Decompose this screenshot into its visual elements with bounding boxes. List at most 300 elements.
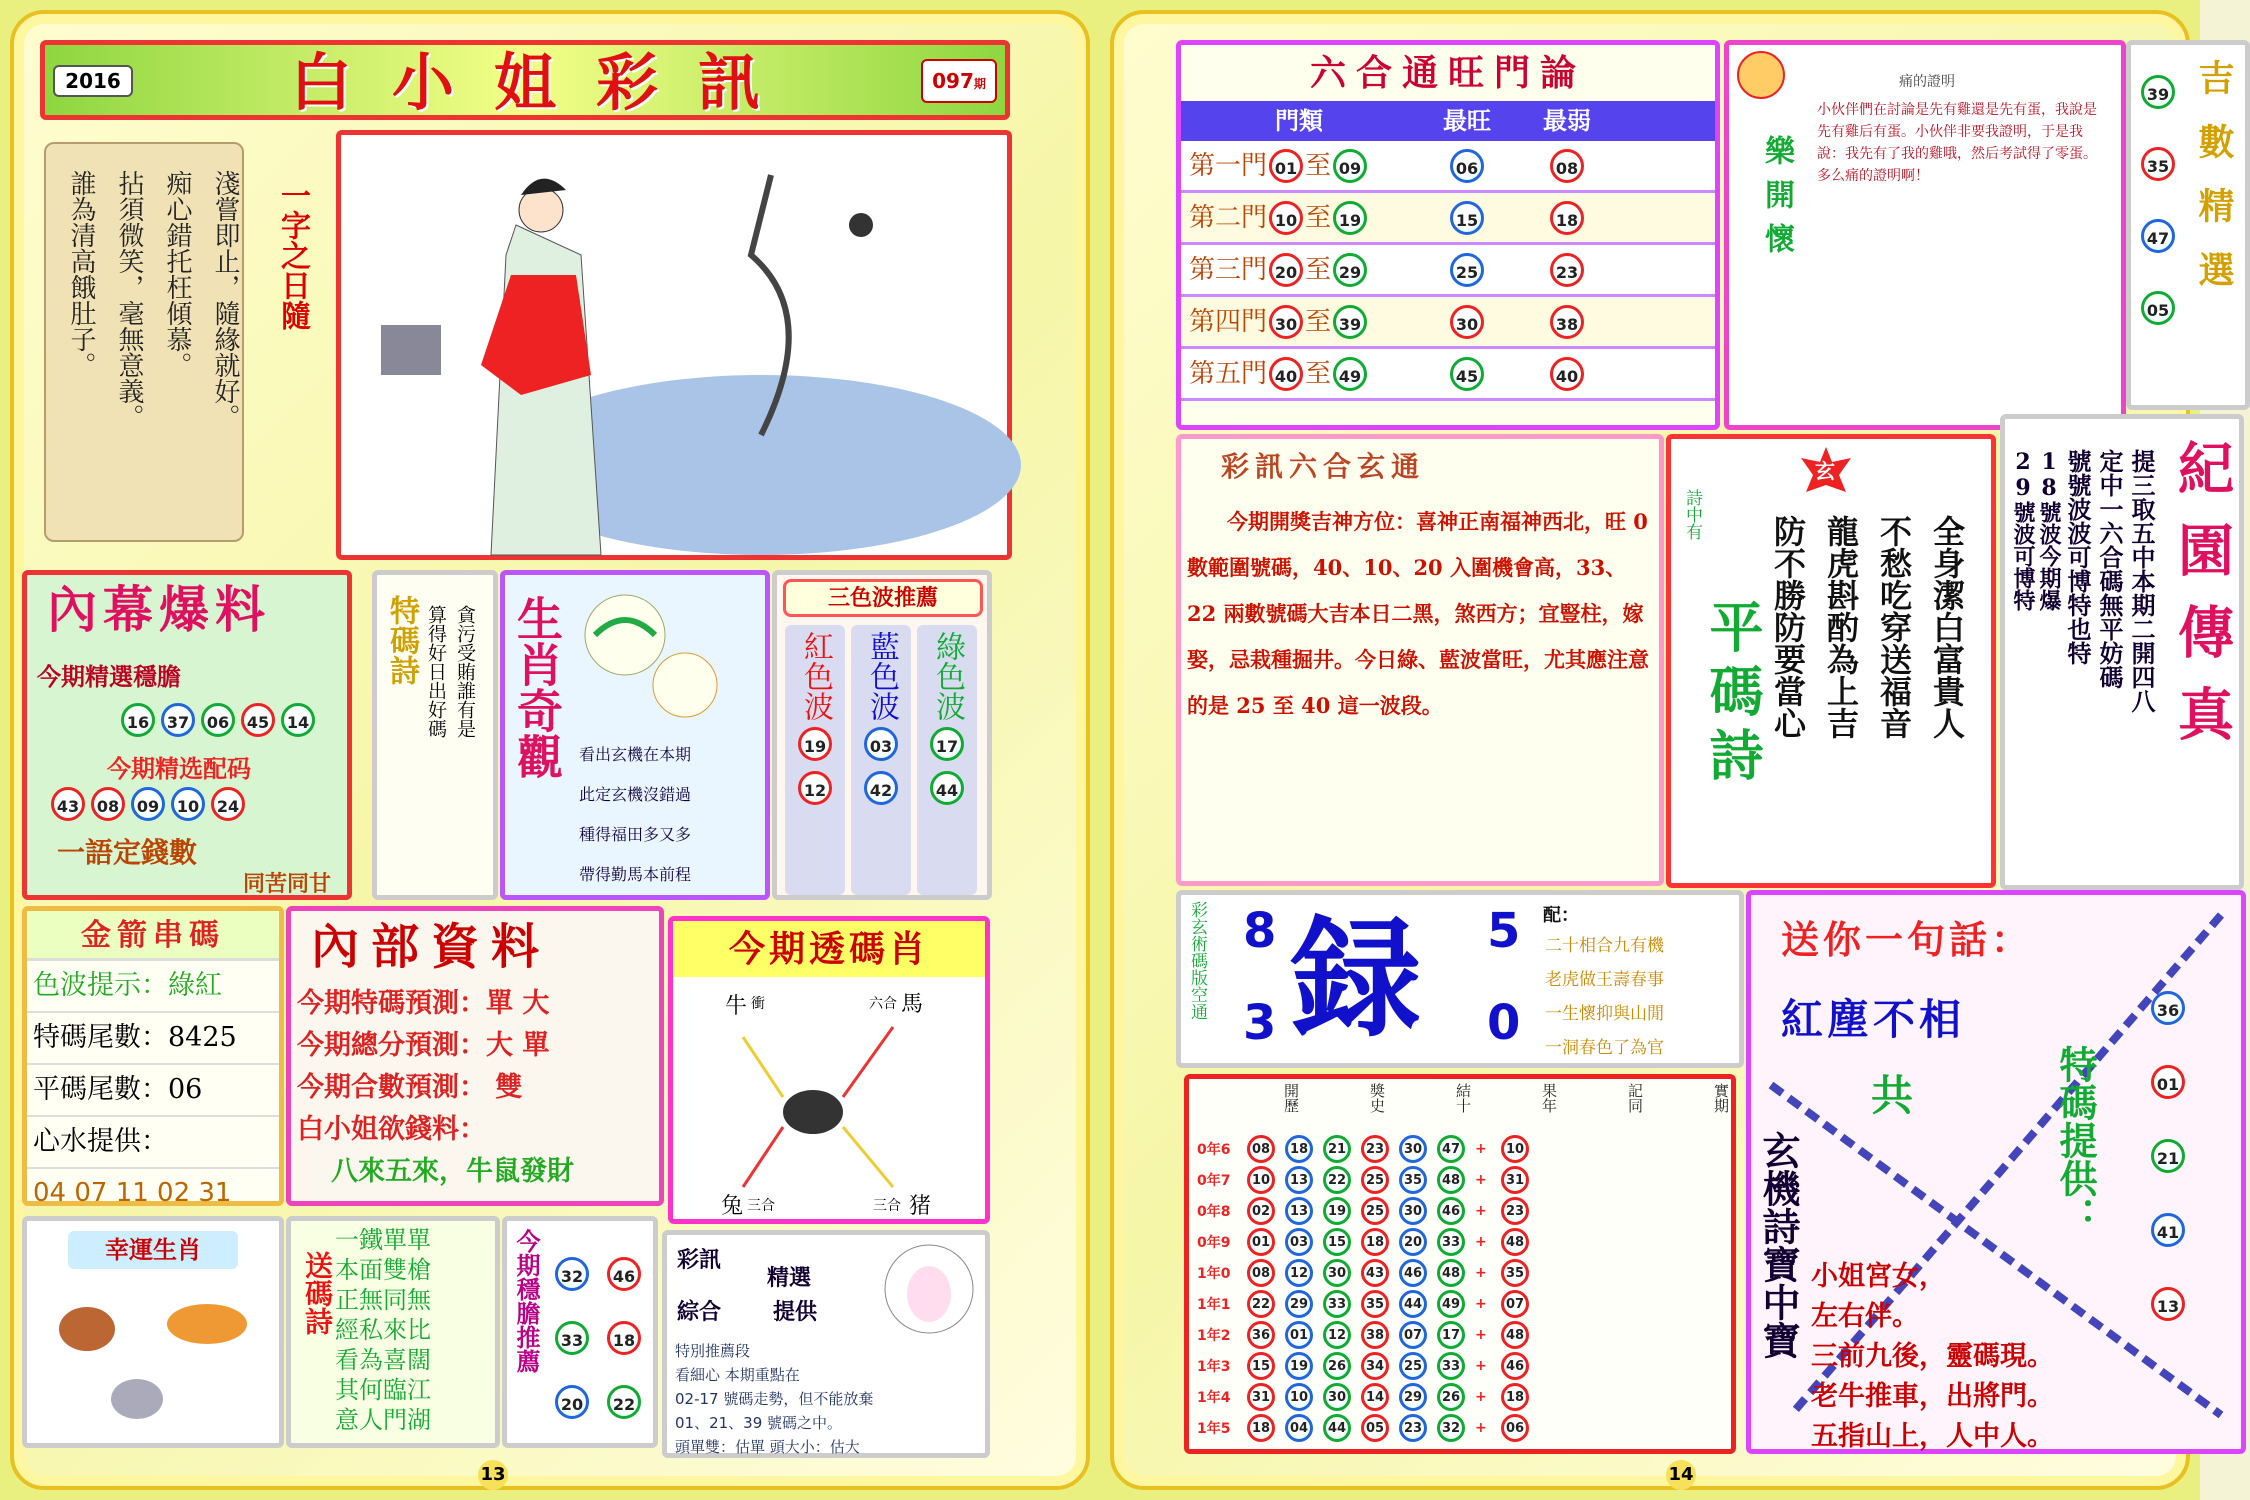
songni-balls	[2151, 991, 2185, 1321]
plus-icon: +	[1475, 1202, 1487, 1219]
poem-col: 拈須微笑，毫無意義。	[114, 170, 144, 430]
xuantong-title: 彩訊六合玄通	[1221, 450, 1426, 483]
sheep-face-icon	[879, 1239, 979, 1339]
songni-line1: 紅塵不相	[1781, 995, 1966, 1044]
pingma-side: 詩中有	[1682, 489, 1702, 540]
ball: 18	[1285, 1135, 1313, 1163]
lu-n2: 3	[1243, 995, 1277, 1051]
ball: 40	[1269, 357, 1303, 391]
ball: 01	[1247, 1228, 1275, 1256]
poem-tag: 一字之日隨	[275, 180, 310, 330]
ball: 26	[1323, 1352, 1351, 1380]
neibu-row: 八來五來，牛鼠發財	[331, 1156, 574, 1187]
songni-side: 特碼提供：	[2053, 1045, 2098, 1235]
lady-head	[519, 188, 563, 232]
pingma-panel	[1666, 434, 1996, 888]
ball: 01	[1285, 1321, 1313, 1349]
ball: 22	[1247, 1290, 1275, 1318]
history-key: 0年6	[1197, 1141, 1231, 1158]
history-row	[1197, 1319, 1529, 1350]
tmx-label-niu: 牛	[725, 994, 748, 1019]
ball: 25	[1361, 1166, 1389, 1194]
xuantong-panel	[1176, 434, 1664, 886]
ball: 13	[1285, 1166, 1313, 1194]
ball: 25	[1450, 253, 1484, 287]
pingma-col: 龍虎斟酌為上吉	[1822, 515, 1860, 739]
lu-lines	[1545, 929, 1664, 1065]
jinjian-nums: 04 07 11 02 31	[33, 1178, 232, 1208]
ball: 19	[1333, 201, 1367, 235]
sanse-col-name: 紅色波	[798, 631, 833, 721]
lady-dress	[491, 225, 601, 555]
ball: 32	[1437, 1414, 1465, 1442]
tmx-label-ma: 馬	[901, 992, 924, 1017]
year-badge: 2016	[53, 65, 133, 97]
liuhe-row	[1181, 141, 1715, 193]
ball: 23	[1361, 1135, 1389, 1163]
neibu-row: 今期總分預測：大 單	[297, 1030, 550, 1061]
toumaxiao-diagram	[673, 977, 985, 1217]
rabbit-icon	[111, 1379, 163, 1419]
liuhe-header	[1181, 101, 1715, 141]
history-row	[1197, 1257, 1529, 1288]
ball: 33	[555, 1321, 589, 1355]
ball: 30	[1450, 305, 1484, 339]
lu-n4: 0	[1487, 995, 1521, 1051]
ball: 04	[1285, 1414, 1313, 1442]
liuhe-row-name: 第三門	[1189, 254, 1268, 285]
shengxiao-label: 生肖奇觀	[510, 595, 564, 779]
ball: 49	[1437, 1290, 1465, 1318]
neimu-line3: 一語定錢數	[57, 836, 198, 869]
history-header-cell: 記同	[1626, 1083, 1644, 1113]
liuhe-header-cell: 最旺	[1443, 106, 1491, 135]
issue-number: 097	[932, 69, 974, 93]
ball: 05	[2141, 291, 2175, 325]
ball: 39	[2141, 75, 2175, 109]
tmx-label-liuhe: 六合	[869, 996, 897, 1012]
ball: 31	[1247, 1383, 1275, 1411]
jiyuan-title: 紀園傳真	[2169, 439, 2235, 767]
ball: 10	[1247, 1166, 1275, 1194]
shengxiao-line: 此定玄機沒錯過	[579, 785, 692, 804]
plus-icon: +	[1475, 1295, 1487, 1312]
caixun-line: 頭單雙：估單 頭大小：估大	[675, 1438, 860, 1456]
caixun-t4: 提供	[773, 1299, 818, 1325]
kaihuai-label: 樂開懷	[1759, 135, 1794, 267]
ball: 12	[1323, 1321, 1351, 1349]
jinjian-row: 平碼尾數：06	[27, 1065, 279, 1117]
ball: 01	[2151, 1065, 2185, 1099]
ball: 40	[1550, 357, 1584, 391]
ball: 45	[241, 703, 275, 737]
neibu-panel	[286, 906, 664, 1206]
ball: 31	[1501, 1166, 1529, 1194]
history-header-cell: 獎史	[1368, 1083, 1386, 1113]
ball: 15	[1247, 1352, 1275, 1380]
history-row	[1197, 1350, 1529, 1381]
ball: 33	[1437, 1352, 1465, 1380]
tmx-label-tu: 兔	[721, 1194, 744, 1219]
history-row	[1197, 1288, 1529, 1319]
kaihuai-panel	[1724, 40, 2126, 430]
tmx-label-sanhe1: 三合	[747, 1198, 775, 1214]
lu-big: 録	[1291, 902, 1422, 1055]
lu-panel	[1176, 890, 1744, 1068]
jinjian-title: 金箭串碼	[27, 911, 279, 961]
ball: 21	[2151, 1139, 2185, 1173]
ball: 08	[1550, 149, 1584, 183]
ball: 26	[1437, 1383, 1465, 1411]
lu-side: 彩玄術碼版空通	[1187, 901, 1207, 1020]
songni-poem-line: 三前九後，靈碼現。	[1811, 1341, 2054, 1372]
issue-tag: 期	[973, 77, 986, 91]
ball: 17	[1437, 1321, 1465, 1349]
neibu-row: 白小姐欲錢料：	[297, 1114, 486, 1145]
ball: 18	[1550, 201, 1584, 235]
lu-n1: 8	[1243, 903, 1277, 959]
ball: 07	[1501, 1290, 1529, 1318]
caixun-line: 特別推薦段	[675, 1342, 751, 1360]
ball: 46	[607, 1257, 641, 1291]
lucky-animals	[27, 1269, 279, 1439]
jiyuan-panel	[2000, 414, 2244, 890]
ball: 15	[1323, 1228, 1351, 1256]
wenda-balls	[555, 1257, 651, 1419]
history-header-cell: 實期	[1712, 1083, 1730, 1113]
pingma-col: 全身潔白富貴人	[1928, 515, 1966, 739]
neibu-row: 今期合數預測： 雙	[297, 1072, 523, 1103]
spider-icon	[849, 213, 873, 237]
ball: 06	[1450, 149, 1484, 183]
ball: 08	[1247, 1259, 1275, 1287]
songma-row: 意人門湖	[335, 1406, 431, 1434]
liuhe-title: 六合通旺門論	[1181, 45, 1715, 101]
ball: 45	[1450, 357, 1484, 391]
ball: 18	[1501, 1383, 1529, 1411]
songni-poem	[1811, 1257, 2054, 1457]
ball: 17	[930, 727, 964, 761]
ball: 12	[798, 771, 832, 805]
caixun-t1: 彩訊	[677, 1247, 722, 1273]
ball: 22	[607, 1385, 641, 1419]
neimu-line1: 今期精選穩膽	[37, 662, 181, 691]
rooster-icon	[59, 1307, 115, 1351]
pingma-poem	[1765, 515, 1969, 739]
shengxiao-line: 種得福田多又多	[579, 825, 692, 844]
ball: 29	[1333, 253, 1367, 287]
liuhe-rows	[1181, 141, 1715, 401]
ball: 02	[1247, 1197, 1275, 1225]
ball: 23	[1399, 1414, 1427, 1442]
ball: 20	[1399, 1228, 1427, 1256]
poem-col: 痴心錯托枉傾慕。	[162, 170, 192, 378]
neimu-balls2	[51, 787, 245, 821]
page-number: 14	[1666, 1460, 1696, 1490]
ball: 19	[1323, 1197, 1351, 1225]
right-page	[1100, 0, 2235, 1500]
lucky-title: 幸運生肖	[68, 1231, 238, 1269]
ball: 38	[1361, 1321, 1389, 1349]
lady-robe	[481, 275, 591, 395]
liuhe-header-cell: 門類	[1275, 106, 1323, 135]
caixun-panel	[662, 1230, 990, 1458]
ball: 43	[1361, 1259, 1389, 1287]
plus-icon: +	[1475, 1388, 1487, 1405]
ball: 18	[1361, 1228, 1389, 1256]
plus-icon: +	[1475, 1233, 1487, 1250]
kaihuai-clown-icon	[1737, 51, 1785, 99]
lu-line: 老虎做王壽春事	[1545, 970, 1664, 990]
ball: 36	[1247, 1321, 1275, 1349]
tema-poem-label: 特碼詩	[384, 595, 419, 685]
kaihuai-heading: 痛的證明	[1899, 74, 1955, 90]
ball: 39	[1333, 305, 1367, 339]
sanse-col-name: 綠色波	[930, 631, 965, 721]
ball: 48	[1501, 1228, 1529, 1256]
arrow-line	[843, 1027, 893, 1097]
songni-poem-line: 五指山上，人中人。	[1811, 1421, 2054, 1452]
pingma-col: 防不勝防要當心	[1769, 515, 1807, 739]
well-shape	[381, 325, 441, 375]
neimu-panel	[22, 570, 352, 900]
sanse-title: 三色波推薦	[783, 579, 983, 617]
pingma-tag: 玄	[1815, 459, 1835, 483]
poem-text	[64, 170, 242, 500]
ball: 46	[1501, 1352, 1529, 1380]
neimu-title: 內幕爆料	[47, 580, 271, 639]
songma-row: 正無同無	[335, 1286, 431, 1314]
ball: 10	[1285, 1383, 1313, 1411]
liuhe-row-name: 第四門	[1189, 306, 1268, 337]
neibu-title: 內部資料	[311, 919, 552, 975]
plus-icon: +	[1475, 1264, 1487, 1281]
pingma-col: 不愁吃穿送福音	[1875, 515, 1913, 739]
lady-illustration	[336, 130, 1012, 560]
ball: 46	[1399, 1259, 1427, 1287]
history-row	[1197, 1164, 1529, 1195]
jinjian-row: 特碼尾數：8425	[27, 1013, 279, 1065]
plus-icon: +	[1475, 1140, 1487, 1157]
shengxiao-line: 帶得勤馬本前程	[579, 865, 692, 884]
wenda-panel	[502, 1216, 658, 1448]
ball: 30	[1399, 1197, 1427, 1225]
ball: 48	[1437, 1166, 1465, 1194]
lucky-panel	[22, 1216, 284, 1448]
sanse-col-name: 藍色波	[864, 631, 899, 721]
liuhe-to-word: 至	[1305, 306, 1332, 337]
songni-poem-line: 老牛推車，出將門。	[1811, 1381, 2054, 1412]
toumaxiao-title: 今期透碼肖	[673, 921, 985, 977]
ball: 29	[1399, 1383, 1427, 1411]
history-row	[1197, 1381, 1529, 1412]
tema-poem-col: 貪污受賄誰有是	[454, 605, 476, 738]
liuhe-to-word: 至	[1305, 202, 1332, 233]
ball: 44	[930, 771, 964, 805]
ball: 44	[1399, 1290, 1427, 1318]
left-page	[0, 0, 1100, 1500]
ball: 09	[1333, 149, 1367, 183]
caixun-line: 01、21、39 號碼之中。	[675, 1414, 843, 1432]
title-banner	[40, 40, 1010, 120]
tmx-label-chong: 衝	[751, 996, 765, 1012]
ball: 10	[1501, 1135, 1529, 1163]
liuhe-row-name: 第二門	[1189, 202, 1268, 233]
jiyuan-c3: 號號波波可博特也特	[2063, 449, 2092, 665]
jinjian-panel	[22, 906, 284, 1206]
history-header-cell: 果年	[1540, 1083, 1558, 1113]
toumaxiao-panel	[668, 916, 990, 1224]
ball: 03	[864, 727, 898, 761]
sheep-icon	[783, 1090, 843, 1134]
ball: 19	[1285, 1352, 1313, 1380]
ball: 13	[2151, 1287, 2185, 1321]
lu-n3: 5	[1487, 903, 1521, 959]
history-key: 1年4	[1197, 1389, 1231, 1406]
ball: 05	[1361, 1414, 1389, 1442]
ball: 47	[1437, 1135, 1465, 1163]
neimu-line2: 今期精选配码	[107, 754, 251, 783]
ball: 30	[1269, 305, 1303, 339]
history-panel	[1184, 1074, 1736, 1454]
songma-row: 本面雙槍	[335, 1256, 431, 1284]
ball: 08	[91, 787, 125, 821]
illustration-svg	[341, 135, 1017, 565]
history-row	[1197, 1133, 1529, 1164]
songni-title: 送你一句話：	[1781, 917, 2034, 962]
history-header-cell: 開歷	[1282, 1083, 1300, 1113]
tema-poem-text	[423, 605, 477, 738]
history-key: 1年2	[1197, 1327, 1231, 1344]
history-key: 0年8	[1197, 1203, 1231, 1220]
history-row	[1197, 1226, 1529, 1257]
ball: 25	[1399, 1352, 1427, 1380]
songma-row: 一鐵單單	[335, 1226, 431, 1254]
tema-poem-col: 算得好日出好碼	[425, 605, 447, 738]
liuhe-panel	[1176, 40, 1720, 430]
history-key: 1年1	[1197, 1296, 1231, 1313]
ball: 24	[211, 787, 245, 821]
history-header-cell: 結十	[1454, 1083, 1472, 1113]
ball: 35	[2141, 147, 2175, 181]
neimu-balls1	[121, 703, 315, 737]
ball: 33	[1323, 1290, 1351, 1318]
ball: 09	[131, 787, 165, 821]
history-key: 0年9	[1197, 1234, 1231, 1251]
pingma-label: 平碼詩	[1701, 599, 1765, 791]
ball: 37	[161, 703, 195, 737]
ball: 33	[1437, 1228, 1465, 1256]
songni-poem-label: 玄機詩寶中寶	[1756, 1131, 1801, 1359]
ball: 18	[607, 1321, 641, 1355]
ball: 14	[281, 703, 315, 737]
liuhe-to-word: 至	[1305, 358, 1332, 389]
ball: 30	[1399, 1135, 1427, 1163]
ball: 10	[1269, 201, 1303, 235]
history-row	[1197, 1412, 1529, 1443]
ball: 49	[1333, 357, 1367, 391]
poem-col: 誰為清高餓肚子。	[66, 170, 96, 378]
history-key: 1年3	[1197, 1358, 1231, 1375]
ball: 21	[1323, 1135, 1351, 1163]
poem-col: 淺嘗即止，隨緣就好。	[210, 170, 240, 430]
tema-poem-panel	[372, 570, 498, 900]
jishu-label: 吉數精選	[2193, 59, 2235, 315]
liuhe-row-name: 第五門	[1189, 358, 1268, 389]
neimu-line4: 同苦同甘	[242, 871, 331, 897]
songni-panel	[1746, 890, 2246, 1454]
songma-row: 看為喜闊	[335, 1346, 431, 1374]
songni-poem-line: 小姐宮女，	[1811, 1261, 1946, 1292]
history-key: 1年5	[1197, 1420, 1231, 1437]
ball: 48	[1501, 1321, 1529, 1349]
jiyuan-c1: 提三取五中本期二開四八	[2127, 449, 2156, 713]
songma-text	[335, 1225, 431, 1435]
liuhe-header-cell: 最弱	[1543, 106, 1591, 135]
history-rows	[1197, 1133, 1529, 1443]
ball: 10	[171, 787, 205, 821]
dragon-icon	[565, 585, 765, 725]
liuhe-to-word: 至	[1305, 254, 1332, 285]
ball: 47	[2141, 219, 2175, 253]
ball: 08	[1247, 1135, 1275, 1163]
jiyuan-c2: 定中一六合碼無平妨碼	[2095, 449, 2124, 689]
songni-poem-line: 左右伴。	[1811, 1301, 1919, 1332]
ball: 20	[1269, 253, 1303, 287]
sanse-panel	[772, 570, 992, 900]
sanse-col-red	[785, 625, 845, 895]
caixun-line: 02-17 號碼走勢，但不能放棄	[675, 1390, 874, 1408]
jishu-balls	[2141, 75, 2175, 325]
ball: 35	[1399, 1166, 1427, 1194]
plus-icon: +	[1475, 1171, 1487, 1188]
lu-pei: 配：	[1543, 905, 1579, 926]
ball: 30	[1323, 1383, 1351, 1411]
ball: 12	[1285, 1259, 1313, 1287]
liuhe-row	[1181, 349, 1715, 401]
ball: 43	[51, 787, 85, 821]
history-header	[1189, 1079, 1731, 1113]
caixun-line: 看細心 本期重點在	[675, 1366, 800, 1384]
songma-row: 經私來比	[335, 1316, 431, 1344]
xuantong-text: 今期開獎吉神方位：喜神正南福神西北，旺 0 數範圍號碼，40、10、20 入圍機會高，33、22 兩數號碼大吉本日二黑，煞西方；宜豎柱，嫁娶，忌栽種掘井。今日綠、藍波當旺，尤其應注意的是 25 至 40 這一波段。	[1187, 509, 1649, 718]
history-key: 0年7	[1197, 1172, 1231, 1189]
jishu-panel	[2126, 40, 2250, 410]
ball: 14	[1361, 1383, 1389, 1411]
shengxiao-lines	[579, 735, 691, 895]
ball: 35	[1501, 1259, 1529, 1287]
ball: 19	[798, 727, 832, 761]
ball: 48	[1437, 1259, 1465, 1287]
ball: 42	[864, 771, 898, 805]
issue-badge	[921, 59, 997, 103]
songni-line2: 共	[1871, 1071, 1914, 1120]
lu-line: 一生懷抑與山閒	[1545, 1004, 1664, 1024]
caixun-lines	[675, 1339, 925, 1459]
history-row	[1197, 1195, 1529, 1226]
ball: 22	[1323, 1166, 1351, 1194]
liuhe-to-word: 至	[1305, 150, 1332, 181]
ball: 15	[1450, 201, 1484, 235]
songma-row: 其何臨江	[335, 1376, 431, 1404]
liuhe-row	[1181, 245, 1715, 297]
ball: 36	[2151, 991, 2185, 1025]
page-title: 白小姐彩訊	[289, 46, 800, 119]
shengxiao-line: 看出玄機在本期	[579, 745, 692, 764]
ball: 13	[1285, 1197, 1313, 1225]
page-number: 13	[478, 1460, 508, 1490]
ball: 25	[1361, 1197, 1389, 1225]
